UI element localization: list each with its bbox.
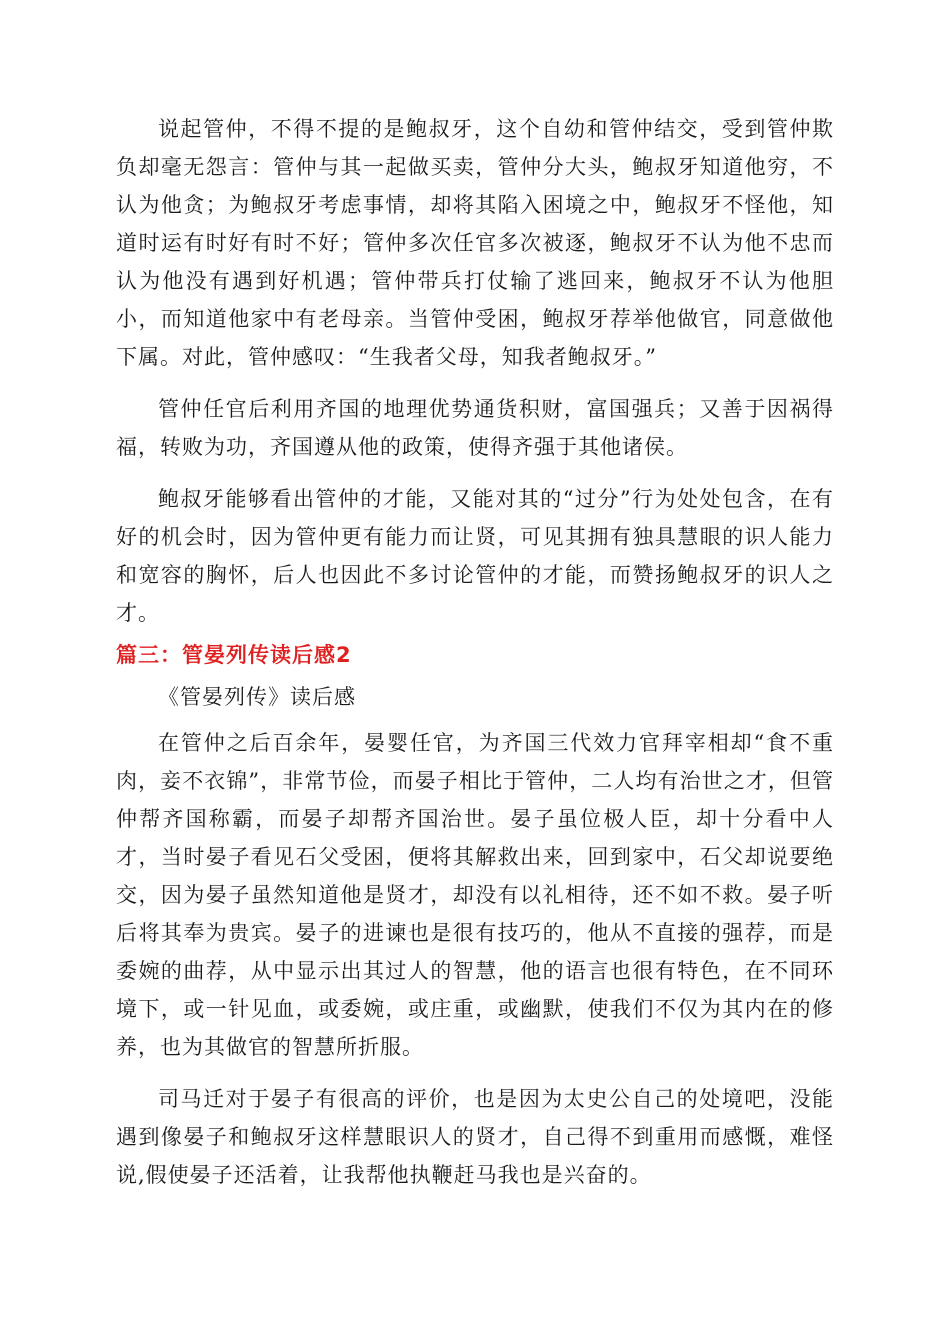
document-body (116, 110, 834, 1208)
paragraph-yan-ying: 在管仲之后百余年，晏婴任官，为齐国三代效力官拜宰相却“食不重肉，妾不衣锦”，非常节俭，而晏子相比于管仲，二人均有治世之才，但管仲帮齐国称霸，而晏子却帮齐国治世。晏子虽位极人臣，却十分看中人才，当时晏子看见石父受困，便将其解救出来，回到家中，石父却说要绝交，因为晏子虽然知道他是贤才，却没有以礼相待，还不如不救。晏子听后将其奉为贵宾。晏子的进谏也是很有技巧的，他从不直接的强荐，而是委婉的曲荐，从中显示出其过人的智慧，他的语言也很有特色，在不同环境下，或一针见血，或委婉，或庄重，或幽默，使我们不仅为其内在的修养，也为其做官的智慧所折服。 (116, 731, 834, 1059)
paragraph-guan-zhong-policy: 管仲任官后利用齐国的地理优势通货积财，富国强兵；又善于因祸得福，转败为功，齐国遵从他的政策，使得齐强于其他诸侯。 (116, 397, 834, 459)
paragraph-bao-shuya-judgment: 鲍叔牙能够看出管仲的才能，又能对其的“过分”行为处处包含，在有好的机会时，因为管仲更有能力而让贤，可见其拥有独具慧眼的识人能力和宽容的胸怀，后人也因此不多讨论管仲的才能，而赞扬鲍叔牙的识人之才。 (116, 487, 834, 625)
section-subtitle: 《管晏列传》读后感 (158, 685, 356, 709)
paragraph-bao-shuya-friendship: 说起管仲，不得不提的是鲍叔牙，这个自幼和管仲结交，受到管仲欺负却毫无怨言：管仲与其一起做买卖，管仲分大头，鲍叔牙知道他穷，不认为他贪；为鲍叔牙考虑事情，却将其陷入困境之中，鲍叔牙不怪他，知道时运有时好有时不好；管仲多次任官多次被逐，鲍叔牙不认为他不忠而认为他没有遇到好机遇；管仲带兵打仗输了逃回来，鲍叔牙不认为他胆小，而知道他家中有老母亲。当管仲受困，鲍叔牙荐举他做官，同意做他下属。对此，管仲感叹：“生我者父母，知我者鲍叔牙。” (116, 117, 834, 369)
section-heading: 篇三：管晏列传读后感2 (116, 643, 352, 667)
paragraph-sima-qian: 司马迁对于晏子有很高的评价，也是因为太史公自己的处境吧，没能遇到像晏子和鲍叔牙这样慧眼识人的贤才，自己得不到重用而感慨，难怪说,假使晏子还活着，让我帮他执鞭赶马我也是兴奋的。 (116, 1087, 834, 1187)
